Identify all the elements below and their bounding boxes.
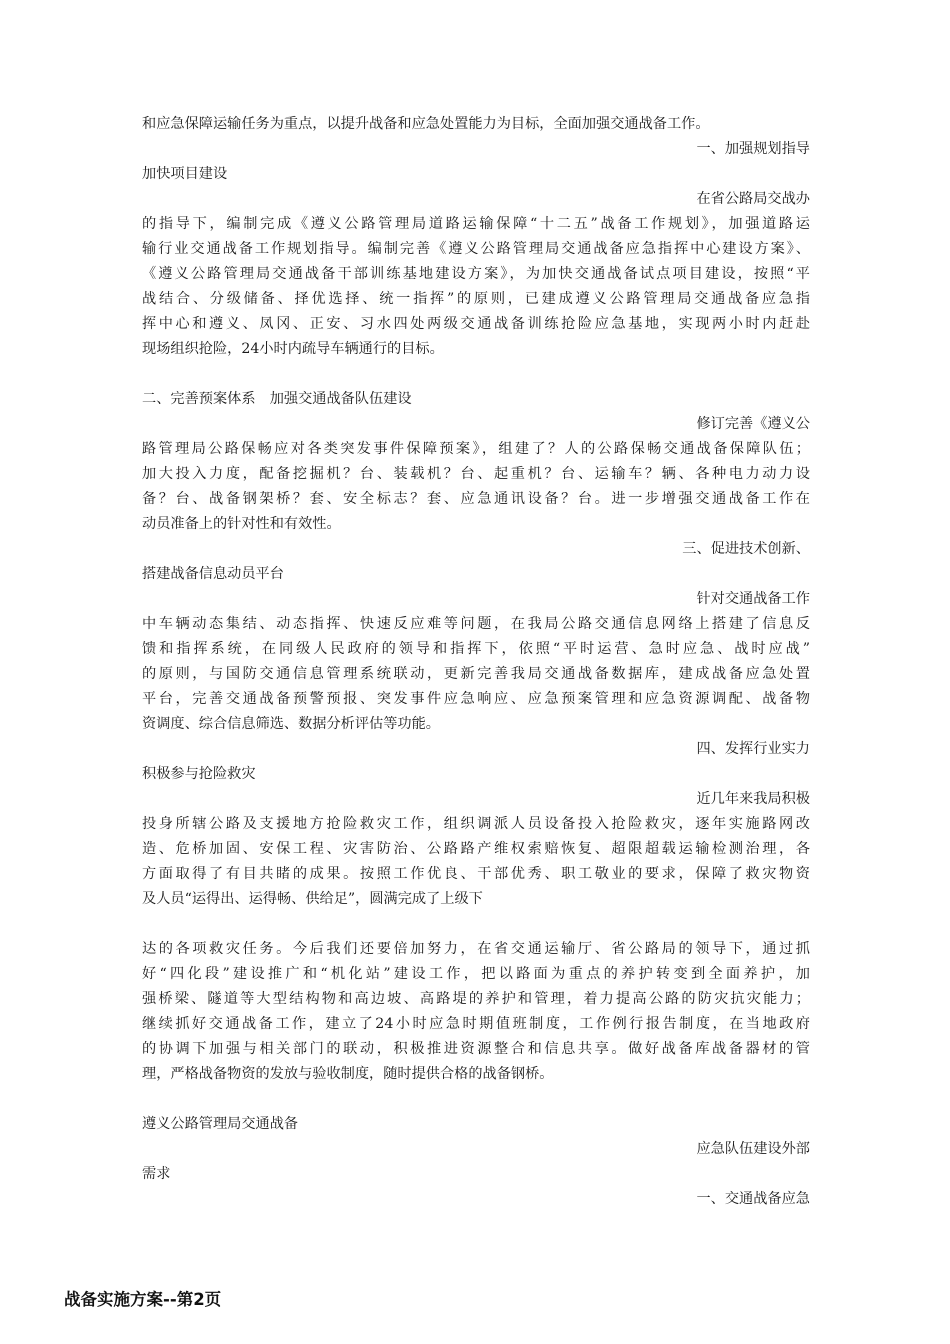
text-line: 在省公路局交战办 xyxy=(696,191,810,207)
section-heading-4: 四、发挥行业实力 xyxy=(696,741,810,757)
text-line: 战结合、分级储备、择优选择、统一指挥”的原则，已建成遵义公路管理局交通战备应急指 xyxy=(142,291,810,307)
text-line: 及人员“运得出、运得畅、供给足”，圆满完成了上级下 xyxy=(142,891,483,907)
text-line: 馈和指挥系统，在同级人民政府的领导和指挥下，依照“平时运营、急时应急、战时应战” xyxy=(142,641,810,657)
subtitle-line: 应急队伍建设外部 xyxy=(696,1141,810,1157)
text-line: 输行业交通战备工作规划指导。编制完善《遵义公路管理局交通战备应急指挥中心建设方案》、 xyxy=(142,241,810,257)
section-heading-1: 一、加强规划指导 xyxy=(696,141,810,157)
text-line: 《遵义公路管理局交通战备干部训练基地建设方案》，为加快交通战备试点项目建设，按照“平 xyxy=(142,266,810,282)
section-heading-1-cont: 加快项目建设 xyxy=(142,166,228,182)
section-heading-2: 二、完善预案体系 加强交通战备队伍建设 xyxy=(142,391,412,407)
text-line: 好“四化段”建设推广和“机化站”建设工作，把以路面为重点的养护转变到全面养护，加 xyxy=(142,966,810,982)
text-line: 平台，完善交通战备预警预报、突发事件应急响应、应急预案管理和应急资源调配、战备物 xyxy=(142,691,810,707)
document-body xyxy=(142,112,810,1212)
text-line: 达的各项救灾任务。今后我们还要倍加努力，在省交通运输厅、省公路局的领导下，通过抓 xyxy=(142,941,810,957)
text-line: 近几年来我局积极 xyxy=(696,791,810,807)
text-line: 针对交通战备工作 xyxy=(696,591,810,607)
text-line: 动员准备上的针对性和有效性。 xyxy=(142,516,341,532)
page-footer-label: 战备实施方案--第2页 xyxy=(64,1290,222,1309)
text-line: 资调度、综合信息筛选、数据分析评估等功能。 xyxy=(142,716,440,732)
text-line: 继续抓好交通战备工作，建立了24小时应急时期值班制度，工作例行报告制度，在当地政府 xyxy=(142,1016,810,1032)
text-line: 理，严格战备物资的发放与验收制度，随时提供合格的战备钢桥。 xyxy=(142,1066,554,1082)
text-line: 挥中心和遵义、凤冈、正安、习水四处两级交通战备训练抢险应急基地，实现两小时内赶赴 xyxy=(142,316,810,332)
text-line: 和应急保障运输任务为重点，以提升战备和应急处置能力为目标，全面加强交通战备工作。 xyxy=(142,116,710,132)
text-line: 现场组织抢险，24小时内疏导车辆通行的目标。 xyxy=(142,341,444,357)
section-heading-3-cont: 搭建战备信息动员平台 xyxy=(142,566,284,582)
text-line: 备？台、战备钢架桥？套、安全标志？套、应急通讯设备？台。进一步增强交通战备工作在 xyxy=(142,491,810,507)
text-line: 的原则，与国防交通信息管理系统联动，更新完善我局交通战备数据库，建成战备应急处置 xyxy=(142,666,810,682)
text-line: 加大投入力度，配备挖掘机？台、装载机？台、起重机？台、运输车？辆、各种电力动力设 xyxy=(142,466,810,482)
text-line: 的协调下加强与相关部门的联动，积极推进资源整合和信息共享。做好战备库战备器材的管 xyxy=(142,1041,810,1057)
text-line: 修订完善《遵义公 xyxy=(696,416,810,432)
subtitle-line: 遵义公路管理局交通战备 xyxy=(142,1116,299,1132)
section-heading-3: 三、促进技术创新、 xyxy=(682,541,810,557)
subtitle-line: 需求 xyxy=(142,1166,171,1182)
text-line: 方面取得了有目共睹的成果。按照工作优良、干部优秀、职工敬业的要求，保障了救灾物资 xyxy=(142,866,810,882)
text-line: 的指导下，编制完成《遵义公路管理局道路运输保障“十二五”战备工作规划》，加强道路运 xyxy=(142,216,810,232)
text-line: 造、危桥加固、安保工程、灾害防治、公路路产维权索赔恢复、超限超载运输检测治理，各 xyxy=(142,841,810,857)
text-line: 路管理局公路保畅应对各类突发事件保障预案》，组建了？人的公路保畅交通战备保障队伍； xyxy=(142,441,810,457)
text-line: 中车辆动态集结、动态指挥、快速反应难等问题，在我局公路交通信息网络上搭建了信息反 xyxy=(142,616,810,632)
text-line: 投身所辖公路及支援地方抢险救灾工作，组织调派人员设备投入抢险救灾，逐年实施路网改 xyxy=(142,816,810,832)
text-line: 强桥梁、隧道等大型结构物和高边坡、高路堤的养护和管理，着力提高公路的防灾抗灾能力； xyxy=(142,991,810,1007)
section-heading-next: 一、交通战备应急 xyxy=(696,1191,810,1207)
section-heading-4-cont: 积极参与抢险救灾 xyxy=(142,766,256,782)
